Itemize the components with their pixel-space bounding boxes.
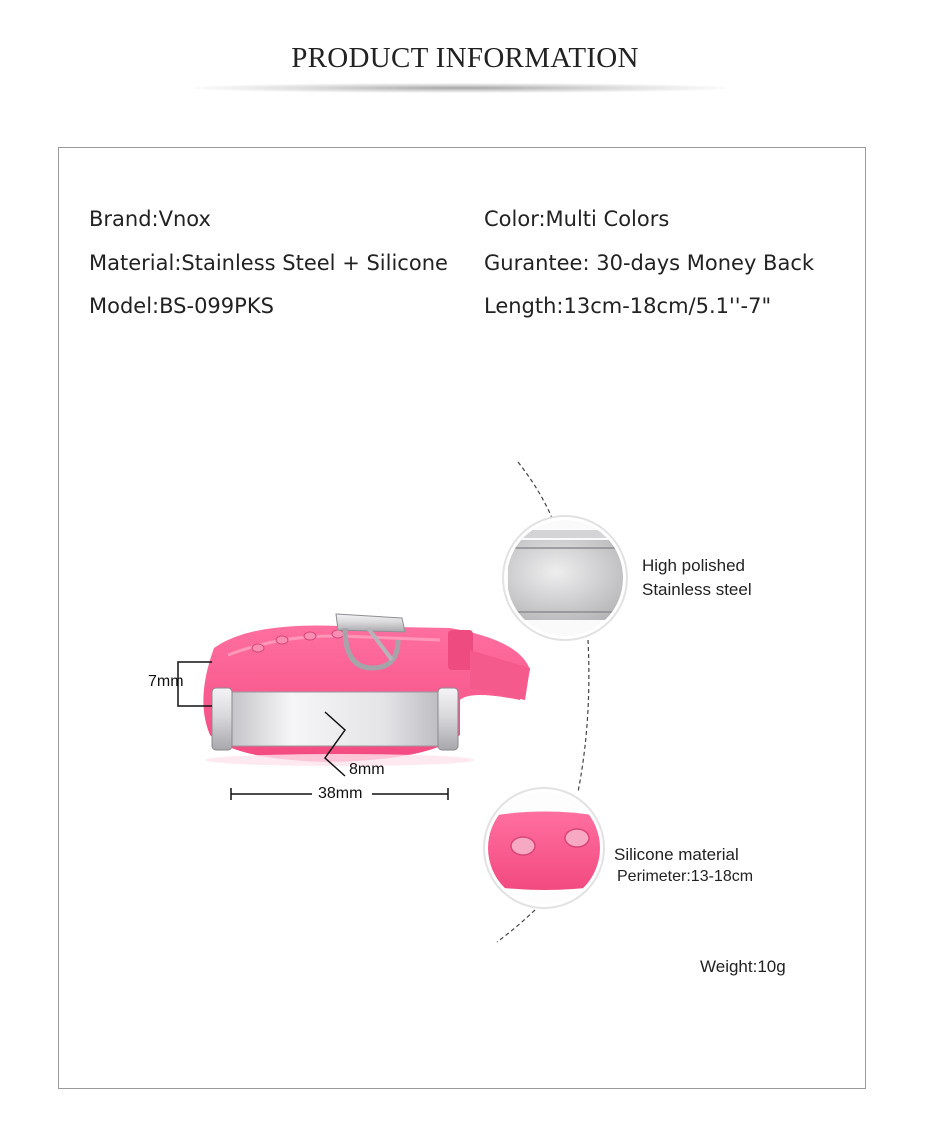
spec-length: Length:13cm-18cm/5.1''-7"	[484, 294, 772, 318]
steel-label-line2: Stainless steel	[642, 580, 752, 599]
callout-curve-top	[518, 462, 552, 518]
spec-brand: Brand:Vnox	[89, 207, 211, 231]
spec-color: Color:Multi Colors	[484, 207, 670, 231]
steel-detail-circle	[500, 515, 630, 645]
spec-material: Material:Stainless Steel + Silicone	[89, 251, 448, 275]
callout-curve-bottom	[497, 905, 540, 942]
dim-width-label: 38mm	[318, 785, 363, 802]
dim-height-label: 7mm	[148, 673, 184, 690]
spec-guarantee: Gurantee: 30-days Money Back	[484, 251, 815, 275]
silicone-detail-circle	[480, 788, 610, 910]
page-title: PRODUCT INFORMATION	[291, 42, 639, 74]
bracelet	[203, 614, 530, 766]
silicone-label-line2: Perimeter:13-18cm	[617, 868, 754, 885]
weight-label: Weight:10g	[700, 957, 786, 976]
steel-label-line1: High polished	[642, 556, 746, 575]
callout-curve-middle	[578, 640, 589, 792]
dim-depth-label: 8mm	[349, 761, 385, 778]
silicone-label-line1: Silicone material	[614, 845, 739, 864]
spec-model: Model:BS-099PKS	[89, 294, 274, 318]
